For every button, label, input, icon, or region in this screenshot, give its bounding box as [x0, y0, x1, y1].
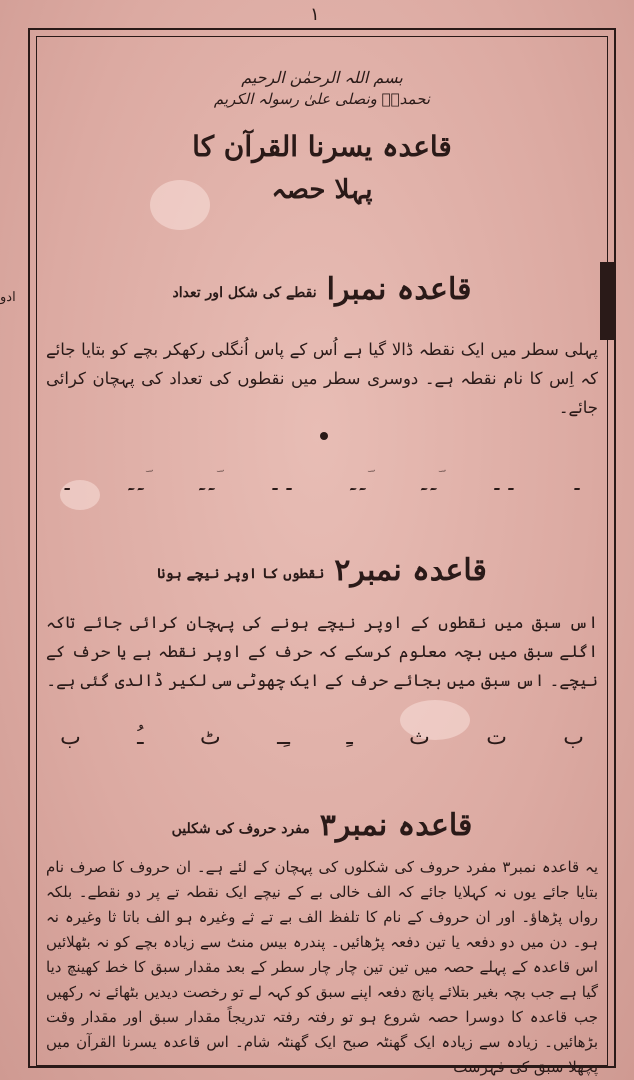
dot-group: ؔ۔۔: [126, 468, 146, 496]
line-mark: ث: [409, 725, 430, 750]
line-mark: ب: [60, 725, 81, 750]
page-content: [0, 40, 604, 1076]
lesson2-line-row: [60, 725, 584, 750]
lesson3-title: قاعدہ نمبر۳: [319, 808, 473, 843]
lesson2-paragraph: اس سبق میں نقطوں کے اوپر نیچے ہونے کی پہچان کرائی جائے تاکہ اگلے سبق میں بچہ معلوم کرسکے کہ حرف کے اوپر نقطہ ہے یا حرف کے نیچے۔ اس سبق میں بجائے حرف کے ایک چھوٹی سی لکیر ڈالدی گئی ہے۔: [46, 613, 598, 690]
page-number: ۱: [310, 4, 320, 25]
margin-note: ادو: [0, 290, 16, 305]
single-dot: [320, 432, 328, 440]
dot-group: ؔ۔۔: [348, 468, 367, 496]
lesson2-subtitle: نقطوں کا اوپر نیچے ہونا: [157, 566, 325, 582]
part-title: پہلا حصہ: [271, 175, 373, 205]
lesson1-paragraph: پہلی سطر میں ایک نقطہ ڈالا گیا ہے اُس کے پاس اُنگلی رکھکر بچے کو بتایا جائے کہ اِس کا نام نقطہ ہے۔ دوسری سطر میں نقطوں کی تعداد کی پہچان کرائی جائے۔: [46, 340, 598, 417]
line-mark: ٹ: [199, 725, 221, 750]
lesson1-header: [40, 272, 604, 307]
lesson1-title: قاعدہ نمبرا: [326, 272, 472, 307]
line-mark: ب: [563, 725, 584, 750]
dot-group: ۔۔: [489, 468, 518, 496]
lesson3-header: [40, 808, 604, 843]
line-mark: ـِـ: [277, 725, 290, 750]
bismillah: بسم اللہ الرحمٰن الرحیم: [241, 68, 403, 87]
lesson2-header: [40, 553, 604, 588]
dot-group: ۔۔: [267, 468, 297, 496]
lesson1-subtitle: نقطے کی شکل اور تعداد: [172, 285, 317, 301]
lesson2-title: قاعدہ نمبر۲: [334, 553, 487, 588]
dot-group: ۔: [569, 468, 584, 496]
lesson3-paragraph: یہ قاعدہ نمبر۳ مفرد حروف کی شکلوں کی پہچان کے لئے ہے۔ ان حروف کا صرف نام بتایا جائے یوں نہ کہلایا جائے کہ الف خالی بے کے نیچے ایک نقطہ تے پر دو نقطے۔ بلکہ رواں پڑھاؤ۔ اور ان حروف کے نام کا تلفظ الف بے تے ثے وغیرہ ہو الف باتا ثا وغیرہ نہ ہو۔ دن میں دو دفعہ یا تین دفعہ پڑھائیں۔ پندرہ بیس منٹ سے زیادہ بچے کو نہ بٹھلائیں اس قاعدہ کے پہلے حصہ میں تین تین چار چار سطر کے بعد مقدار سبق کا خط کھینچ دیا گیا ہے جب بچہ بغیر بتلائے پانچ دفعہ اپنے سبق کو کہہ لے تو رخصت دیدیں بٹھائے نہ رکھیں جب قاعدہ کا دوسرا حصہ شروع ہو تو رفتہ رفتہ تدریجاً مقدار سبق اور مقدار وقت بڑھائیں۔ زیادہ سے زیادہ ایک گھنٹہ صبح ایک گھنٹہ شام۔ اس قاعدہ یسرنا القرآن میں پچھلا سبق کی فہرست: [46, 858, 598, 1076]
line-mark: ـِ: [346, 725, 353, 750]
dot-group: ۔: [60, 468, 75, 496]
line-mark: ت: [486, 725, 507, 750]
book-title: قاعدہ یسرنا القرآن کا: [192, 130, 452, 163]
lesson3-subtitle: مفرد حروف کی شکلیں: [171, 821, 310, 837]
line-mark: ـُ: [137, 725, 144, 750]
lesson1-dot-row: [60, 468, 584, 496]
dot-group: ؔ۔۔: [197, 468, 216, 496]
dot-group: ؔ۔۔: [418, 468, 438, 496]
salutation: نحمدہٗ ونصلی علیٰ رسولہ الکریم: [213, 90, 431, 108]
